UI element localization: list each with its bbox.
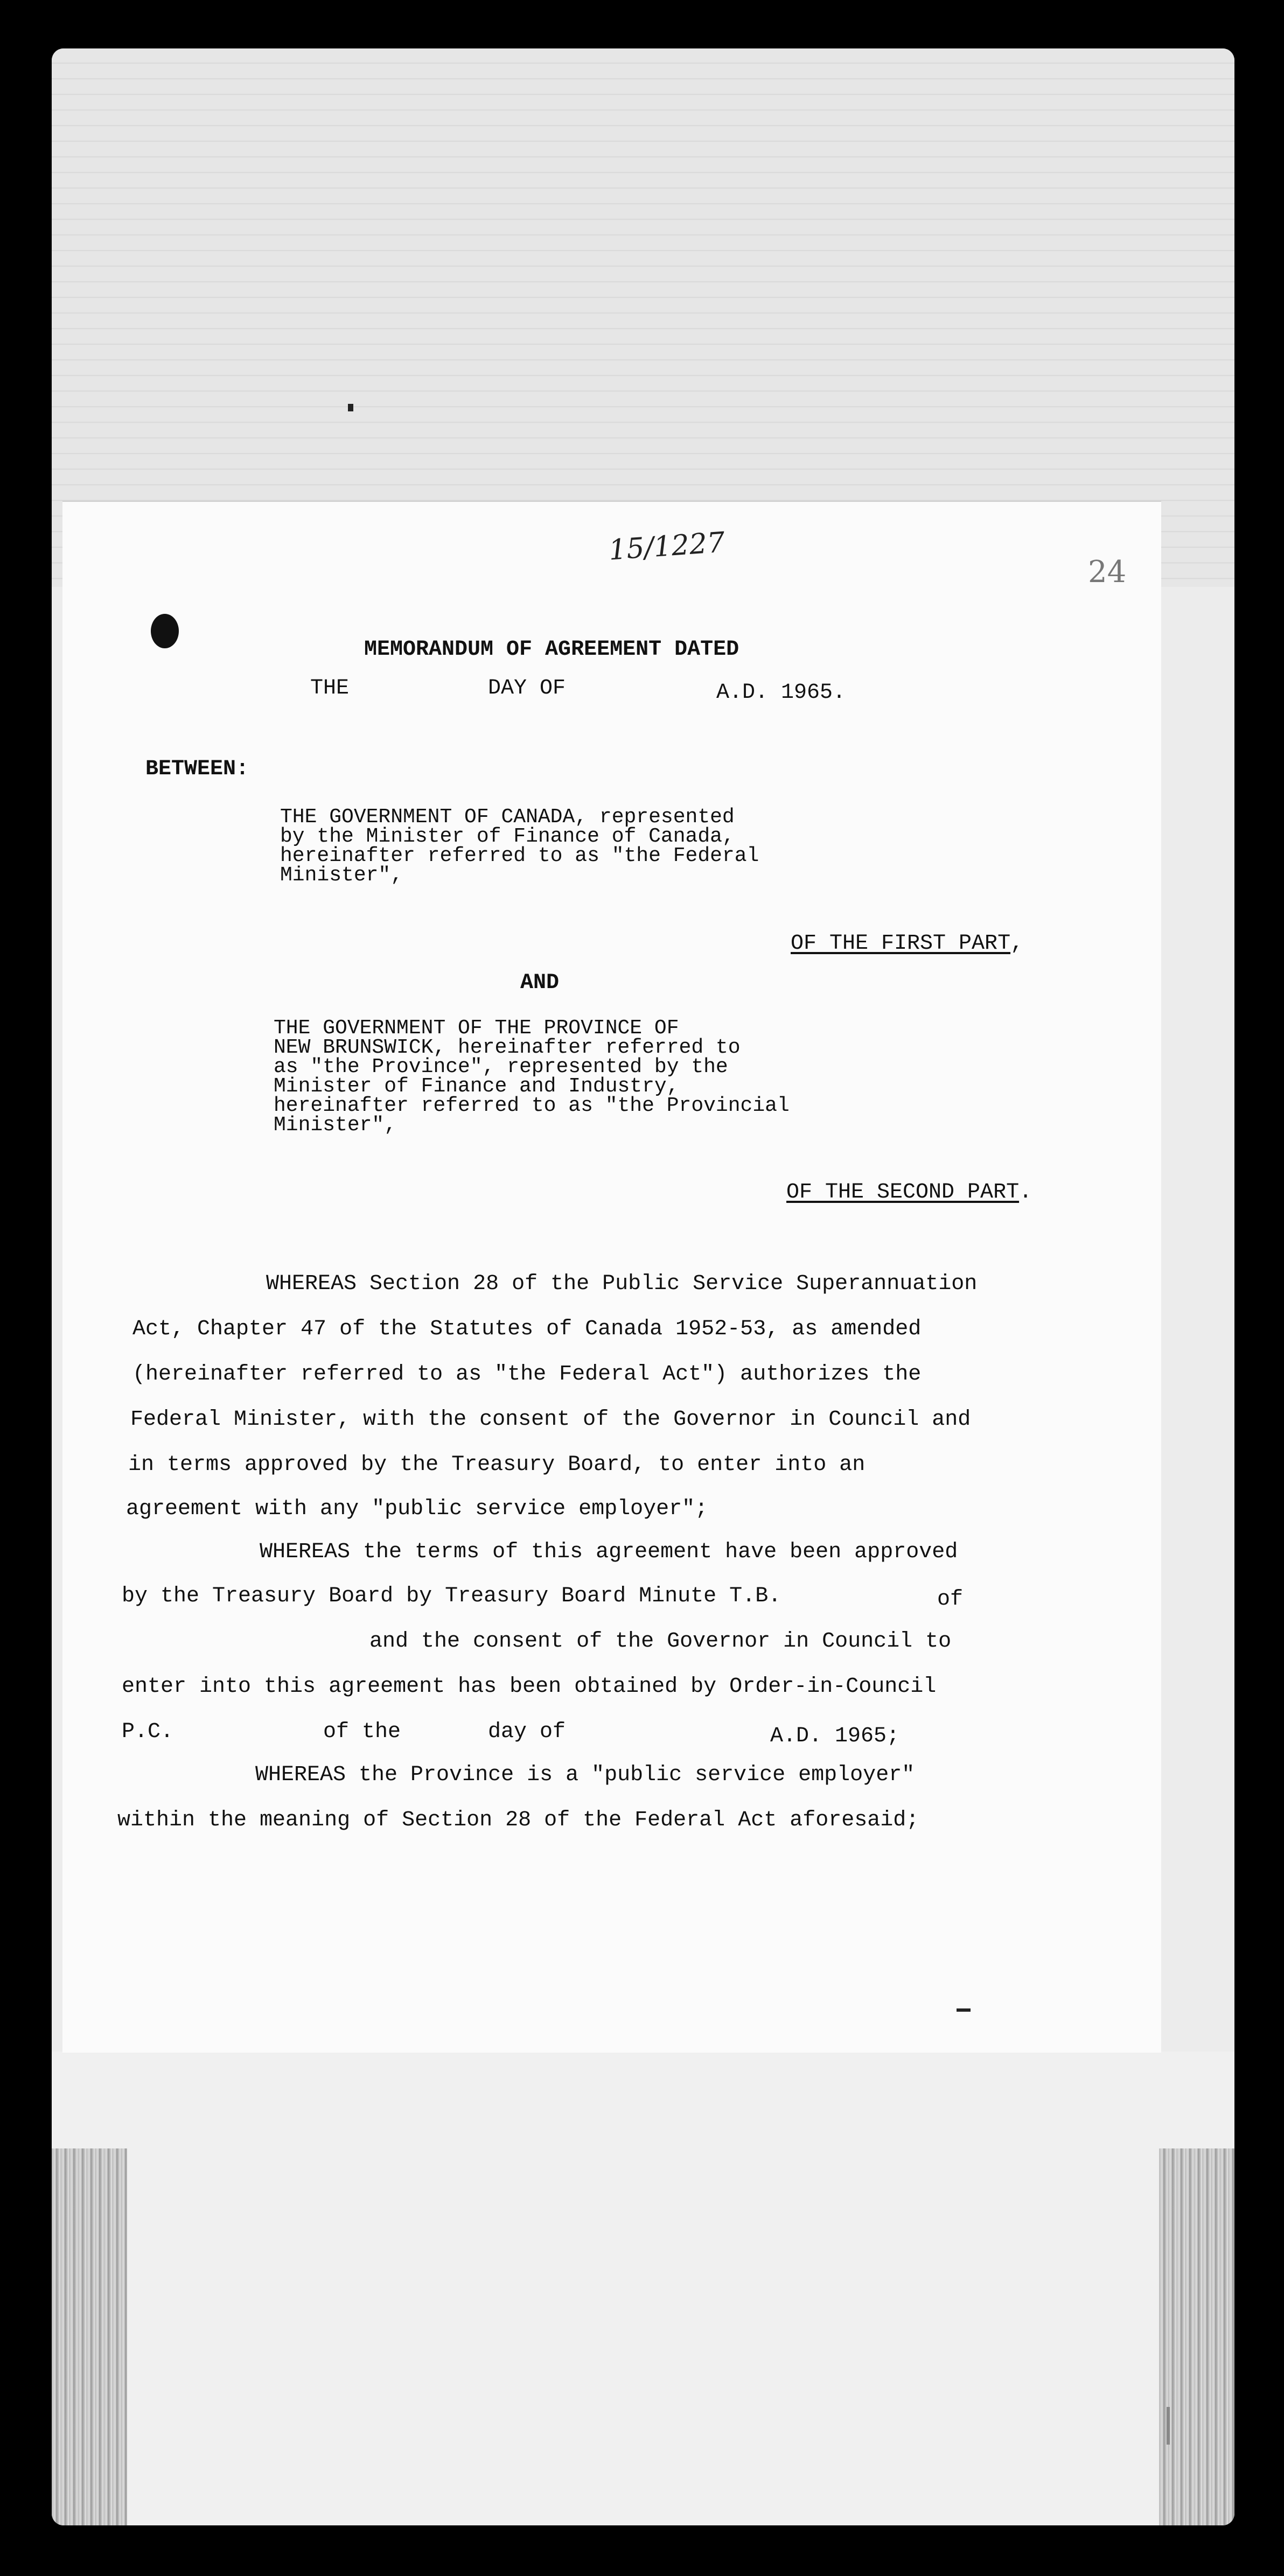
- body-pc: P.C.: [122, 1720, 174, 1744]
- body-line: WHEREAS the terms of this agreement have been approved: [260, 1540, 958, 1564]
- body-line: WHEREAS Section 28 of the Public Service Superannuation: [266, 1272, 978, 1296]
- title-day-of: DAY OF: [488, 676, 566, 701]
- ink-speck: [957, 2008, 971, 2012]
- party1-line: by the Minister of Finance of Canada,: [280, 825, 735, 848]
- first-part-text: OF THE FIRST PART: [791, 932, 1011, 956]
- first-part-punct: ,: [1010, 932, 1024, 956]
- body-of-the: of the: [323, 1720, 401, 1744]
- body-line: enter into this agreement has been obtained by Order-in-Council: [122, 1675, 937, 1699]
- second-part-text: OF THE SECOND PART: [786, 1180, 1020, 1205]
- party1-line: hereinafter referred to as "the Federal: [280, 844, 759, 867]
- party2-line: NEW BRUNSWICK, hereinafter referred to: [274, 1036, 741, 1059]
- between-label: BETWEEN:: [145, 757, 249, 781]
- punch-hole: [151, 614, 179, 648]
- ink-speck: [1167, 2407, 1170, 2445]
- body-year: A.D. 1965;: [770, 1724, 900, 1748]
- title-the: THE: [310, 676, 350, 701]
- party2-line: THE GOVERNMENT OF THE PROVINCE OF: [274, 1017, 679, 1040]
- body-line: within the meaning of Section 28 of the Federal Act aforesaid;: [117, 1808, 919, 1832]
- first-part-label: [791, 933, 1023, 955]
- party2-line: Minister",: [274, 1114, 397, 1137]
- handwritten-file-reference: 15/1227: [608, 526, 726, 567]
- title-line: MEMORANDUM OF AGREEMENT DATED: [364, 638, 739, 662]
- left-scan-edge: [52, 2148, 127, 2525]
- right-scan-edge: [1159, 2148, 1234, 2525]
- body-line: Act, Chapter 47 of the Statutes of Canada 1952-53, as amended: [132, 1317, 922, 1341]
- body-line: agreement with any "public service employer";: [126, 1497, 708, 1521]
- party1-line: Minister",: [280, 864, 403, 887]
- and-separator: AND: [520, 971, 560, 995]
- body-line: (hereinafter referred to as "the Federal Act") authorizes the: [132, 1362, 922, 1387]
- body-line: Federal Minister, with the consent of the Governor in Council and: [130, 1408, 971, 1432]
- body-line: by the Treasury Board by Treasury Board Minute T.B.: [122, 1584, 781, 1608]
- party2-line: hereinafter referred to as "the Provincial: [274, 1094, 790, 1117]
- ink-speck: [348, 404, 353, 411]
- body-line: WHEREAS the Province is a "public service employer": [255, 1763, 915, 1787]
- body-line: in terms approved by the Treasury Board, to enter into an: [128, 1453, 866, 1477]
- page-number: 24: [1088, 555, 1127, 590]
- body-line: and the consent of the Governor in Council to: [369, 1629, 952, 1654]
- party2-line: as "the Province", represented by the: [274, 1055, 728, 1079]
- body-blank-of: of: [937, 1587, 964, 1612]
- title-year: A.D. 1965.: [716, 681, 846, 705]
- party1-line: THE GOVERNMENT OF CANADA, represented: [280, 806, 735, 829]
- lower-background: [52, 2052, 1234, 2525]
- body-day-of: day of: [488, 1720, 566, 1744]
- second-part-label: [786, 1181, 1032, 1204]
- party2-line: Minister of Finance and Industry,: [274, 1075, 679, 1098]
- second-part-punct: .: [1019, 1180, 1032, 1205]
